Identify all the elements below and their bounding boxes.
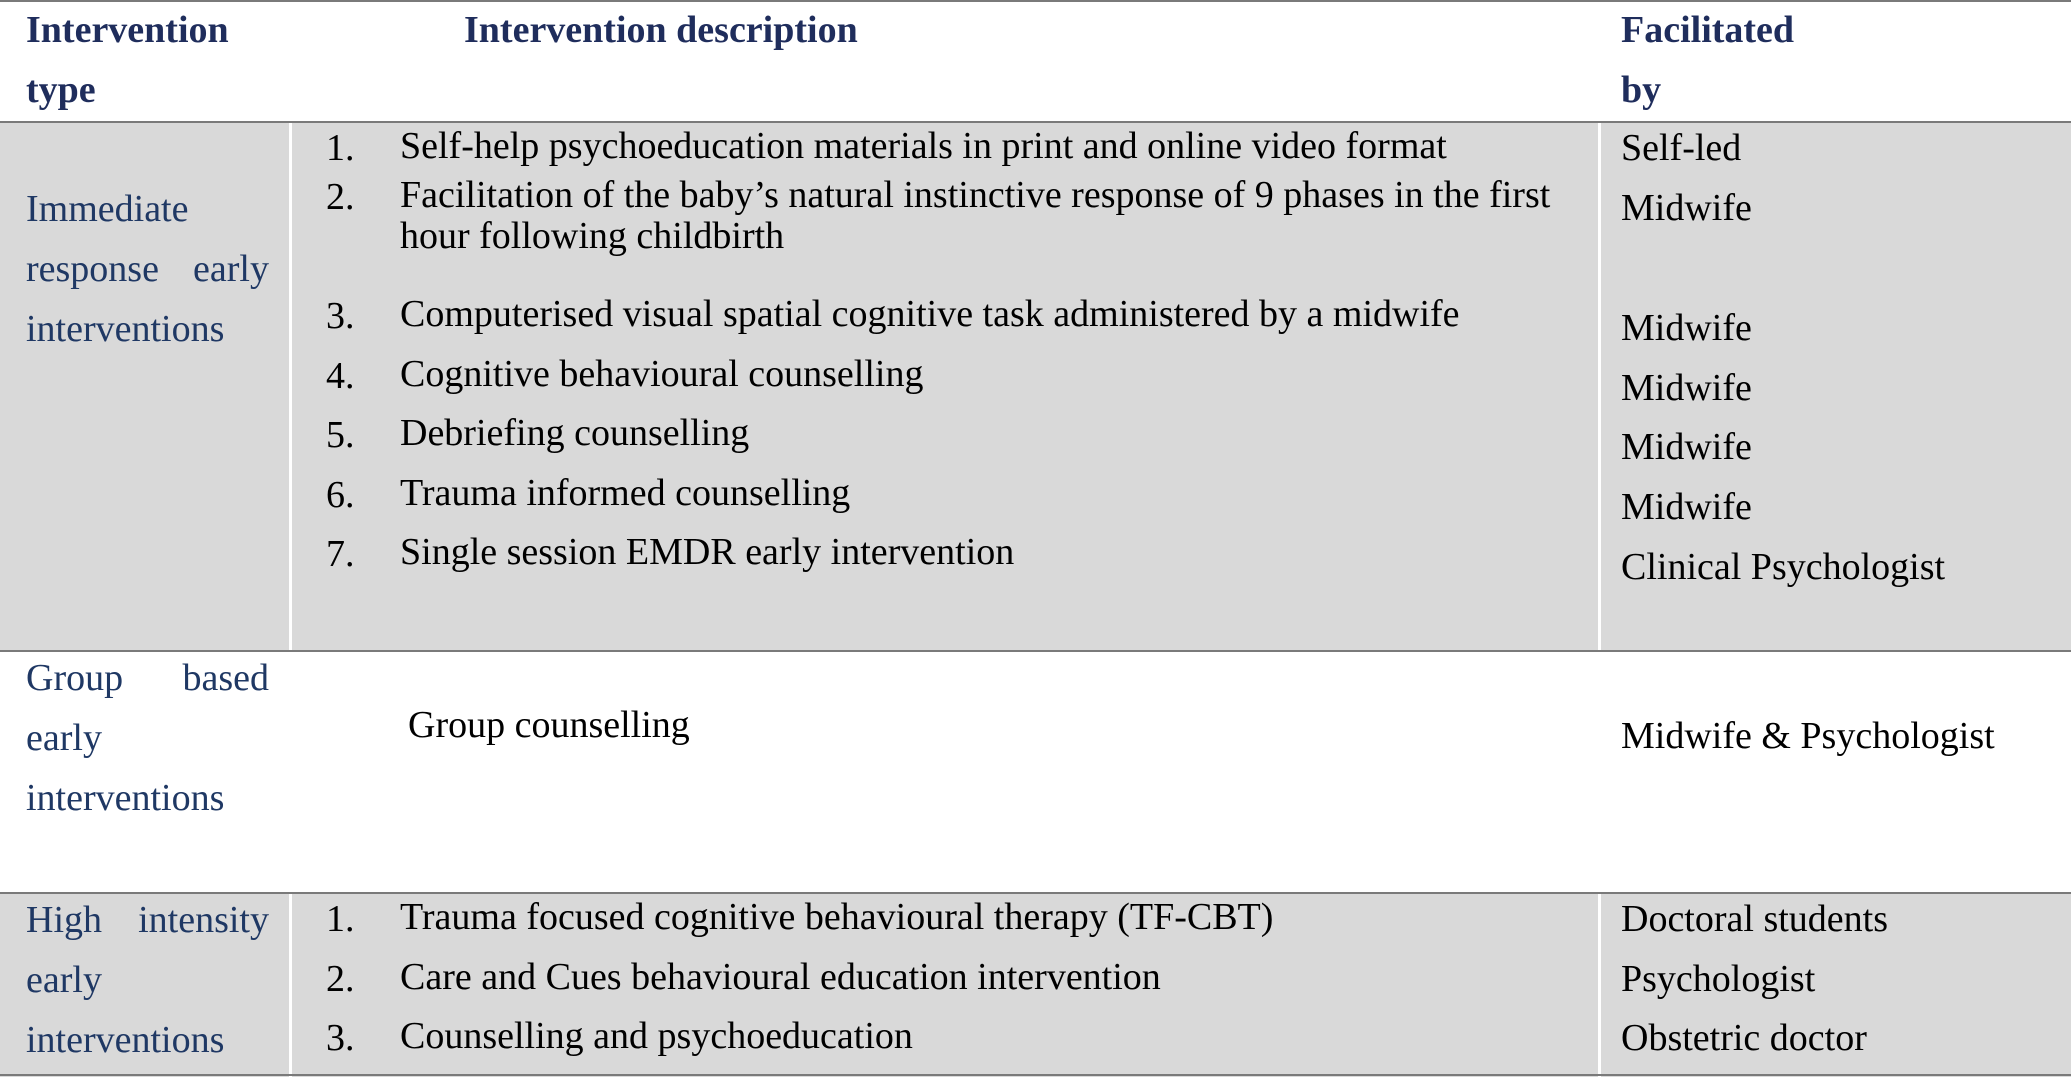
facilitator: Midwife xyxy=(1621,187,1752,229)
bottom-rule xyxy=(0,1074,2071,1076)
row-divider xyxy=(0,650,2071,652)
item-text: Counselling and psychoeducation xyxy=(400,1015,913,1057)
item-number: 1. xyxy=(326,898,355,940)
facilitator: Doctoral students xyxy=(1621,898,1889,940)
column-gap xyxy=(1598,893,1601,1077)
item-number: 1. xyxy=(326,127,355,169)
header-type-line: type xyxy=(26,69,96,111)
facilitator: Obstetric doctor xyxy=(1621,1017,1867,1059)
column-gap xyxy=(1598,122,1601,651)
type-line: early xyxy=(26,959,102,1001)
item-text: Single session EMDR early intervention xyxy=(400,531,1015,573)
item-number: 3. xyxy=(326,1017,355,1059)
type-line: Group based xyxy=(26,657,269,699)
item-number: 5. xyxy=(326,414,355,456)
type-line: interventions xyxy=(26,777,225,819)
facilitator: Midwife xyxy=(1621,307,1752,349)
item-text: Computerised visual spatial cognitive task administered by a midwife xyxy=(400,293,1460,335)
item-number: 7. xyxy=(326,533,355,575)
header-intervention-type xyxy=(26,0,229,120)
facilitator: Self-led xyxy=(1621,127,1742,169)
header-intervention-description: Intervention description xyxy=(464,9,858,51)
header-type-line: Intervention xyxy=(26,9,229,51)
column-gap xyxy=(289,122,292,651)
facilitator: Midwife xyxy=(1621,367,1752,409)
type-cell-high-intensity xyxy=(26,890,269,1070)
item-number: 2. xyxy=(326,176,355,218)
row-divider xyxy=(0,892,2071,894)
item-number: 6. xyxy=(326,474,355,516)
group-description: Group counselling xyxy=(408,704,690,746)
type-cell-group xyxy=(26,648,269,828)
facilitator: Psychologist xyxy=(1621,958,1816,1000)
item-number: 4. xyxy=(326,355,355,397)
item-text: Facilitation of the baby’s natural instinctive response of 9 phases in the first hour following childbirth xyxy=(400,174,1551,257)
item-text: Cognitive behavioural counselling xyxy=(400,353,924,395)
item-number: 2. xyxy=(326,958,355,1000)
header-rule xyxy=(0,121,2071,123)
item-number: 3. xyxy=(326,295,355,337)
type-line: interventions xyxy=(26,308,225,350)
type-line: response early xyxy=(26,248,269,290)
facilitator: Midwife xyxy=(1621,486,1752,528)
type-line: early xyxy=(26,717,102,759)
type-line: Immediate xyxy=(26,188,189,230)
facilitator: Midwife & Psychologist xyxy=(1621,715,1995,757)
column-gap xyxy=(289,893,292,1077)
facilitator: Clinical Psychologist xyxy=(1621,546,1946,588)
facilitator: Midwife xyxy=(1621,426,1752,468)
type-line: High intensity xyxy=(26,899,269,941)
item-text: Debriefing counselling xyxy=(400,412,750,454)
header-facilitated-line: Facilitated xyxy=(1621,9,1795,51)
type-cell-immediate xyxy=(26,179,269,359)
header-facilitated-line: by xyxy=(1621,69,1662,111)
item-text: Trauma informed counselling xyxy=(400,472,851,514)
item-text: Care and Cues behavioural education intervention xyxy=(400,956,1161,998)
item-text: Self-help psychoeducation materials in print and online video format xyxy=(400,125,1447,167)
header-facilitated-by xyxy=(1621,0,1794,120)
item-text: Trauma focused cognitive behavioural therapy (TF-CBT) xyxy=(400,896,1274,938)
type-line: interventions xyxy=(26,1019,225,1061)
